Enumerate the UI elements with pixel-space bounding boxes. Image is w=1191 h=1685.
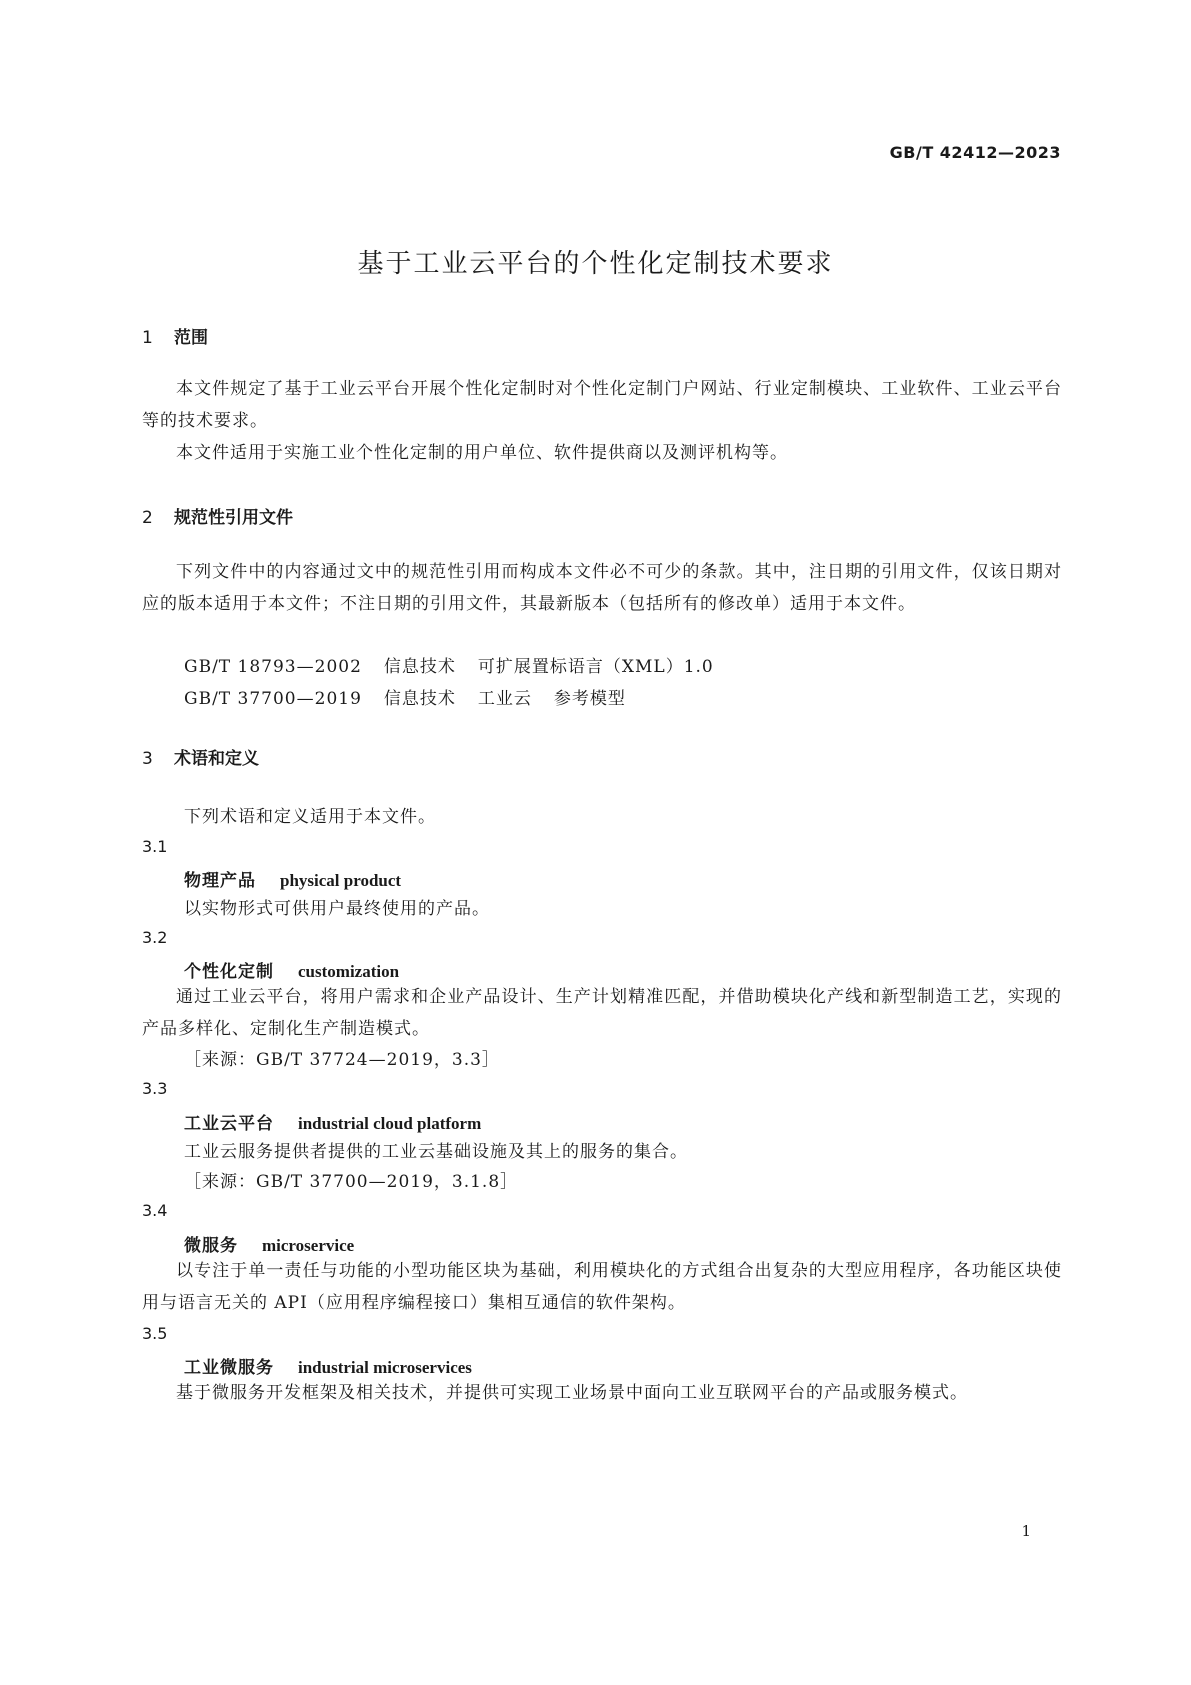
scope-paragraph-1: 本文件规定了基于工业云平台开展个性化定制时对个性化定制门户网站、行业定制模块、工业软件、工业云平台等的技术要求。 bbox=[142, 379, 1062, 431]
clause-number: 3.4 bbox=[142, 1201, 168, 1220]
standard-number: GB/T 42412—2023 bbox=[889, 143, 1061, 162]
reference-title-part: 参考模型 bbox=[553, 689, 626, 709]
term-definition: 以实物形式可供用户最终使用的产品。 bbox=[184, 899, 490, 919]
term-entry bbox=[184, 1109, 481, 1134]
section-3-heading bbox=[142, 744, 259, 769]
reference-code: GB/T 37700—2019 bbox=[184, 689, 362, 709]
section-2-heading bbox=[142, 503, 293, 528]
section-title: 范围 bbox=[174, 328, 208, 348]
reference-title-part: 信息技术 bbox=[383, 657, 456, 677]
term-chinese: 工业云平台 bbox=[184, 1114, 274, 1134]
term-definition: 工业云服务提供者提供的工业云基础设施及其上的服务的集合。 bbox=[184, 1142, 688, 1162]
section-number: 2 bbox=[142, 508, 153, 528]
term-english: customization bbox=[298, 962, 400, 981]
term-english: microservice bbox=[262, 1236, 355, 1255]
reference-item bbox=[184, 684, 626, 709]
normative-references-paragraph: 下列文件中的内容通过文中的规范性引用而构成本文件必不可少的条款。其中，注日期的引用文件，仅该日期对应的版本适用于本文件；不注日期的引用文件，其最新版本（包括所有的修改单）适用于本文件。 bbox=[142, 562, 1062, 614]
terms-intro: 下列术语和定义适用于本文件。 bbox=[184, 807, 436, 827]
clause-number: 3.3 bbox=[142, 1079, 168, 1098]
term-chinese: 物理产品 bbox=[184, 871, 256, 891]
section-number: 3 bbox=[142, 749, 153, 769]
reference-title-part: 可扩展置标语言（XML）1.0 bbox=[477, 657, 714, 677]
term-chinese: 工业微服务 bbox=[184, 1358, 274, 1378]
reference-code: GB/T 18793—2002 bbox=[184, 657, 362, 677]
term-chinese: 个性化定制 bbox=[184, 962, 274, 982]
term-entry bbox=[184, 1231, 354, 1256]
term-chinese: 微服务 bbox=[184, 1236, 238, 1256]
section-1-heading bbox=[142, 323, 208, 348]
page-number: 1 bbox=[1021, 1522, 1031, 1540]
clause-number: 3.2 bbox=[142, 928, 168, 947]
term-source: ［来源：GB/T 37724—2019，3.3］ bbox=[184, 1050, 500, 1070]
scope-paragraph-2: 本文件适用于实施工业个性化定制的用户单位、软件提供商以及测评机构等。 bbox=[176, 443, 788, 463]
clause-number: 3.5 bbox=[142, 1324, 168, 1343]
section-title: 规范性引用文件 bbox=[174, 508, 293, 528]
section-number: 1 bbox=[142, 328, 153, 348]
reference-title-part: 信息技术 bbox=[383, 689, 456, 709]
term-definition: 通过工业云平台，将用户需求和企业产品设计、生产计划精准匹配，并借助模块化产线和新型制造工艺，实现的产品多样化、定制化生产制造模式。 bbox=[142, 987, 1062, 1039]
document-title: 基于工业云平台的个性化定制技术要求 bbox=[357, 249, 834, 279]
clause-number: 3.1 bbox=[142, 837, 168, 856]
term-entry bbox=[184, 957, 399, 982]
reference-item bbox=[184, 652, 714, 677]
term-definition: 基于微服务开发框架及相关技术，并提供可实现工业场景中面向工业互联网平台的产品或服务模式。 bbox=[176, 1383, 968, 1403]
term-english: physical product bbox=[280, 871, 402, 890]
term-entry bbox=[184, 1353, 472, 1378]
term-definition: 以专注于单一责任与功能的小型功能区块为基础，利用模块化的方式组合出复杂的大型应用程序，各功能区块使用与语言无关的 API（应用程序编程接口）集相互通信的软件架构。 bbox=[142, 1261, 1062, 1313]
term-entry bbox=[184, 866, 401, 891]
term-source: ［来源：GB/T 37700—2019，3.1.8］ bbox=[184, 1172, 519, 1192]
section-title: 术语和定义 bbox=[174, 749, 259, 769]
term-english: industrial microservices bbox=[298, 1358, 472, 1377]
term-english: industrial cloud platform bbox=[298, 1114, 482, 1133]
reference-title-part: 工业云 bbox=[477, 689, 532, 709]
